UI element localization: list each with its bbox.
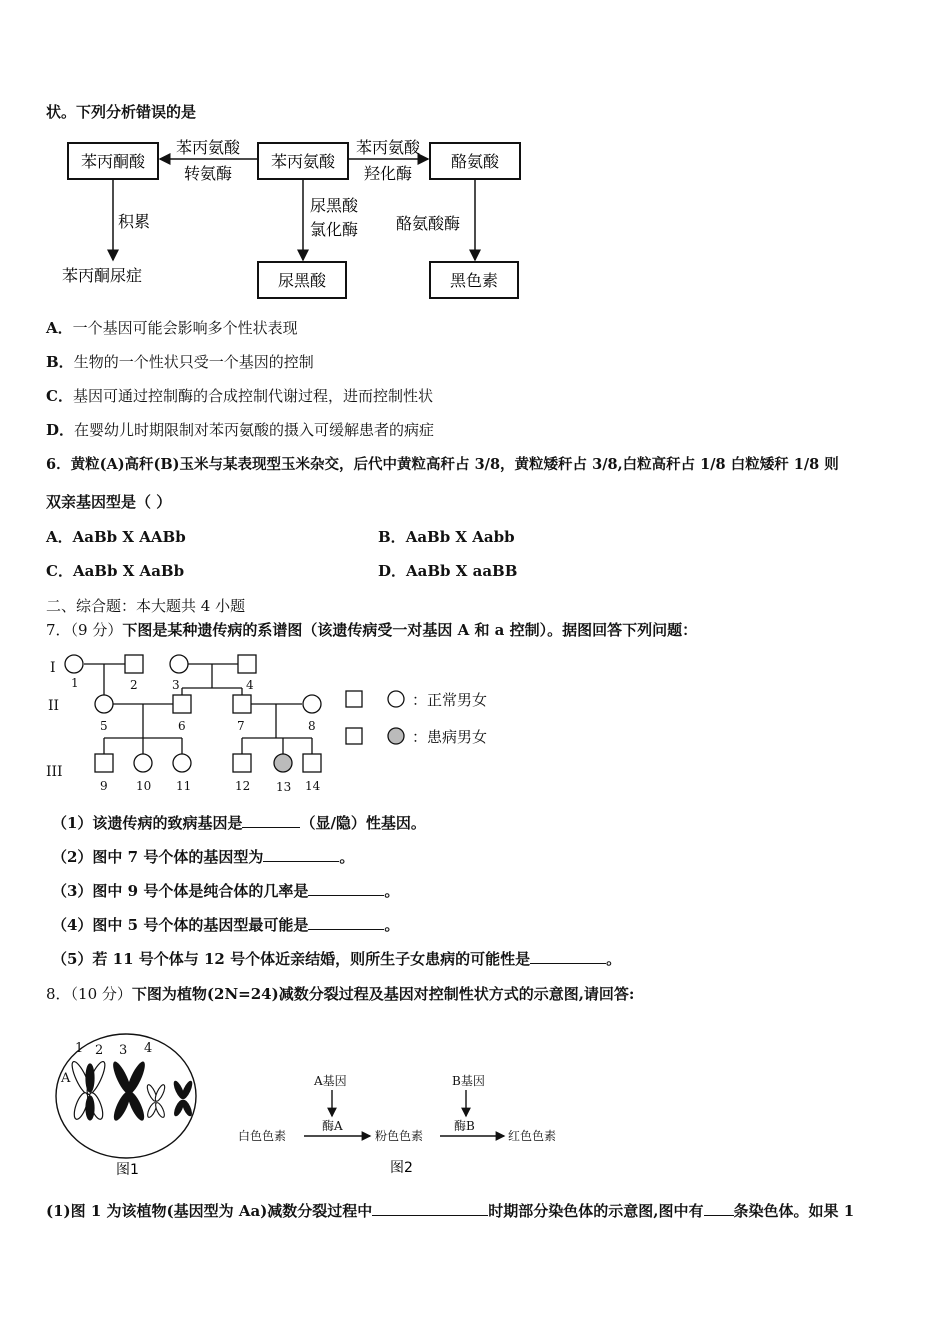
text-phenylpyruvate: 苯丙酮酸 bbox=[80, 152, 146, 171]
label-tyrosinase: 酪氨酸酶 bbox=[396, 214, 461, 233]
label-transaminase-2: 转氨酶 bbox=[183, 164, 233, 183]
individual-5 bbox=[95, 695, 113, 713]
individual-10 bbox=[134, 754, 152, 772]
individual-13 bbox=[274, 754, 292, 772]
enzyme-b-label: 酶B bbox=[454, 1119, 475, 1133]
metabolic-pathway-diagram bbox=[60, 135, 530, 305]
gen-label-ii: II bbox=[48, 698, 60, 714]
chromosome-small-outlined bbox=[145, 1084, 166, 1119]
label-12: 12 bbox=[235, 779, 251, 793]
individual-3 bbox=[170, 655, 188, 673]
answer-blank[interactable] bbox=[308, 915, 384, 930]
label-6: 6 bbox=[178, 719, 186, 733]
label-10: 10 bbox=[136, 779, 152, 793]
answer-blank[interactable] bbox=[372, 1201, 488, 1216]
pink-pigment: 粉色色素 bbox=[375, 1129, 424, 1143]
q8-sub1: (1)图 1 为该植物(基因型为 Aa)减数分裂过程中 时期部分染色体的示意图,图中有 条染色体。如果 1 bbox=[46, 1202, 855, 1220]
q7-sub2: （2）图中 7 号个体的基因型为 。 bbox=[52, 848, 355, 866]
figure-2-caption: 图2 bbox=[390, 1160, 413, 1176]
answer-blank[interactable] bbox=[242, 813, 300, 828]
legend-affected-label: ：患病男女 bbox=[412, 728, 488, 746]
chromosome-small-black bbox=[172, 1079, 195, 1117]
individual-8 bbox=[303, 695, 321, 713]
individual-7 bbox=[233, 695, 251, 713]
figure-1-meiosis-cell bbox=[48, 1028, 208, 1178]
q7-sub1: （1）该遗传病的致病基因是 （显/隐）性基因。 bbox=[52, 814, 426, 832]
gene-a-box: A基因 bbox=[314, 1074, 347, 1088]
label-11: 11 bbox=[176, 779, 192, 793]
answer-blank[interactable] bbox=[263, 847, 339, 862]
q6-option-c: C．AaBb X AaBb bbox=[46, 562, 185, 580]
q5-option-a: A．一个基因可能会影响多个性状表现 bbox=[46, 319, 298, 337]
q5-option-c: C．基因可通过控制酶的合成控制代谢过程，进而控制性状 bbox=[46, 387, 433, 405]
text-phenylalanine: 苯丙氨酸 bbox=[270, 152, 336, 171]
label-13: 13 bbox=[276, 780, 292, 794]
q5-option-b: B．生物的一个性状只受一个基因的控制 bbox=[46, 353, 314, 371]
label-5: 5 bbox=[100, 719, 108, 733]
chrom-label-4: 4 bbox=[144, 1041, 153, 1056]
q8-stem: 8．（10 分）下图为植物(2N=24)减数分裂过程及基因对控制性状方式的示意图,请回答: bbox=[46, 985, 635, 1003]
label-transaminase-1: 苯丙氨酸 bbox=[175, 138, 241, 157]
text-pku: 苯丙酮尿症 bbox=[62, 266, 143, 285]
chrom-label-1: 1 bbox=[75, 1041, 84, 1056]
section-heading: 二、综合题：本大题共 4 小题 bbox=[46, 597, 246, 615]
legend-affected-female bbox=[388, 728, 404, 744]
label-7: 7 bbox=[237, 719, 245, 733]
figure-1-caption: 图1 bbox=[116, 1162, 139, 1178]
gene-a-label: A bbox=[61, 1071, 71, 1086]
legend-affected-male bbox=[346, 728, 362, 744]
individual-9 bbox=[95, 754, 113, 772]
white-pigment: 白色色素 bbox=[238, 1129, 287, 1143]
label-hydroxylase-2: 羟化酶 bbox=[363, 164, 413, 183]
answer-blank[interactable] bbox=[704, 1201, 734, 1216]
pedigree-chart bbox=[40, 648, 540, 800]
individual-1 bbox=[65, 655, 83, 673]
q7-sub3: （3）图中 9 号个体是纯合体的几率是 。 bbox=[52, 882, 400, 900]
legend-normal-label: ：正常男女 bbox=[412, 691, 488, 709]
label-9: 9 bbox=[100, 779, 108, 793]
label-hydroxylase-1: 苯丙氨酸 bbox=[355, 138, 421, 157]
individual-2 bbox=[125, 655, 143, 673]
q6-stem-line1: 6．黄粒(A)高秆(B)玉米与某表现型玉米杂交，后代中黄粒高秆占 3/8，黄粒矮秆占 3/8,白粒高秆占 1/8 白粒矮秆 1/8 则 bbox=[46, 456, 839, 473]
label-8: 8 bbox=[308, 719, 316, 733]
q6-stem-line2: 双亲基因型是（ ） bbox=[46, 493, 172, 511]
label-hga-enzyme-1: 尿黑酸 bbox=[310, 196, 359, 215]
label-accumulate: 积累 bbox=[118, 212, 151, 231]
figure-2-pigment-pathway bbox=[230, 1070, 590, 1180]
q6-option-b: B．AaBb X Aabb bbox=[378, 528, 515, 546]
q6-option-d: D．AaBb X aaBB bbox=[378, 562, 518, 580]
label-4: 4 bbox=[246, 678, 254, 692]
individual-14 bbox=[303, 754, 321, 772]
chrom-label-3: 3 bbox=[119, 1043, 128, 1058]
chromosome-pair-1-2 bbox=[69, 1060, 108, 1121]
q7-stem: 7．（9 分）下图是某种遗传病的系谱图（该遗传病受一对基因 A 和 a 控制）。据图回答下列问题： bbox=[46, 621, 698, 639]
q5-option-d: D．在婴幼儿时期限制对苯丙氨酸的摄入可缓解患者的病症 bbox=[46, 421, 435, 439]
q6-option-a: A．AaBb X AABb bbox=[46, 528, 186, 546]
enzyme-a-label: 酶A bbox=[322, 1119, 343, 1133]
answer-blank[interactable] bbox=[530, 949, 606, 964]
gen-label-iii: III bbox=[46, 764, 63, 780]
text-tyrosine: 酪氨酸 bbox=[450, 152, 500, 171]
chrom-label-2: 2 bbox=[95, 1043, 104, 1058]
gene-b-box: B基因 bbox=[452, 1074, 485, 1088]
label-14: 14 bbox=[305, 779, 321, 793]
red-pigment: 红色色素 bbox=[508, 1129, 557, 1143]
intro-line: 状。下列分析错误的是 bbox=[46, 103, 197, 121]
answer-blank[interactable] bbox=[308, 881, 384, 896]
chromosome-pair-3-4 bbox=[110, 1060, 148, 1123]
legend-normal-female bbox=[388, 691, 404, 707]
individual-11 bbox=[173, 754, 191, 772]
label-2: 2 bbox=[130, 678, 138, 692]
individual-4 bbox=[238, 655, 256, 673]
text-hga: 尿黑酸 bbox=[277, 271, 327, 290]
q7-sub5: （5）若 11 号个体与 12 号个体近亲结婚，则所生子女患病的可能性是 。 bbox=[52, 950, 622, 968]
q7-sub4: （4）图中 5 号个体的基因型最可能是 。 bbox=[52, 916, 400, 934]
individual-12 bbox=[233, 754, 251, 772]
label-3: 3 bbox=[172, 678, 180, 692]
label-1: 1 bbox=[71, 676, 79, 690]
legend-normal-male bbox=[346, 691, 362, 707]
gen-label-i: I bbox=[50, 660, 56, 676]
individual-6 bbox=[173, 695, 191, 713]
label-hga-enzyme-2: 氯化酶 bbox=[310, 220, 359, 239]
text-melanin: 黑色素 bbox=[449, 271, 499, 290]
